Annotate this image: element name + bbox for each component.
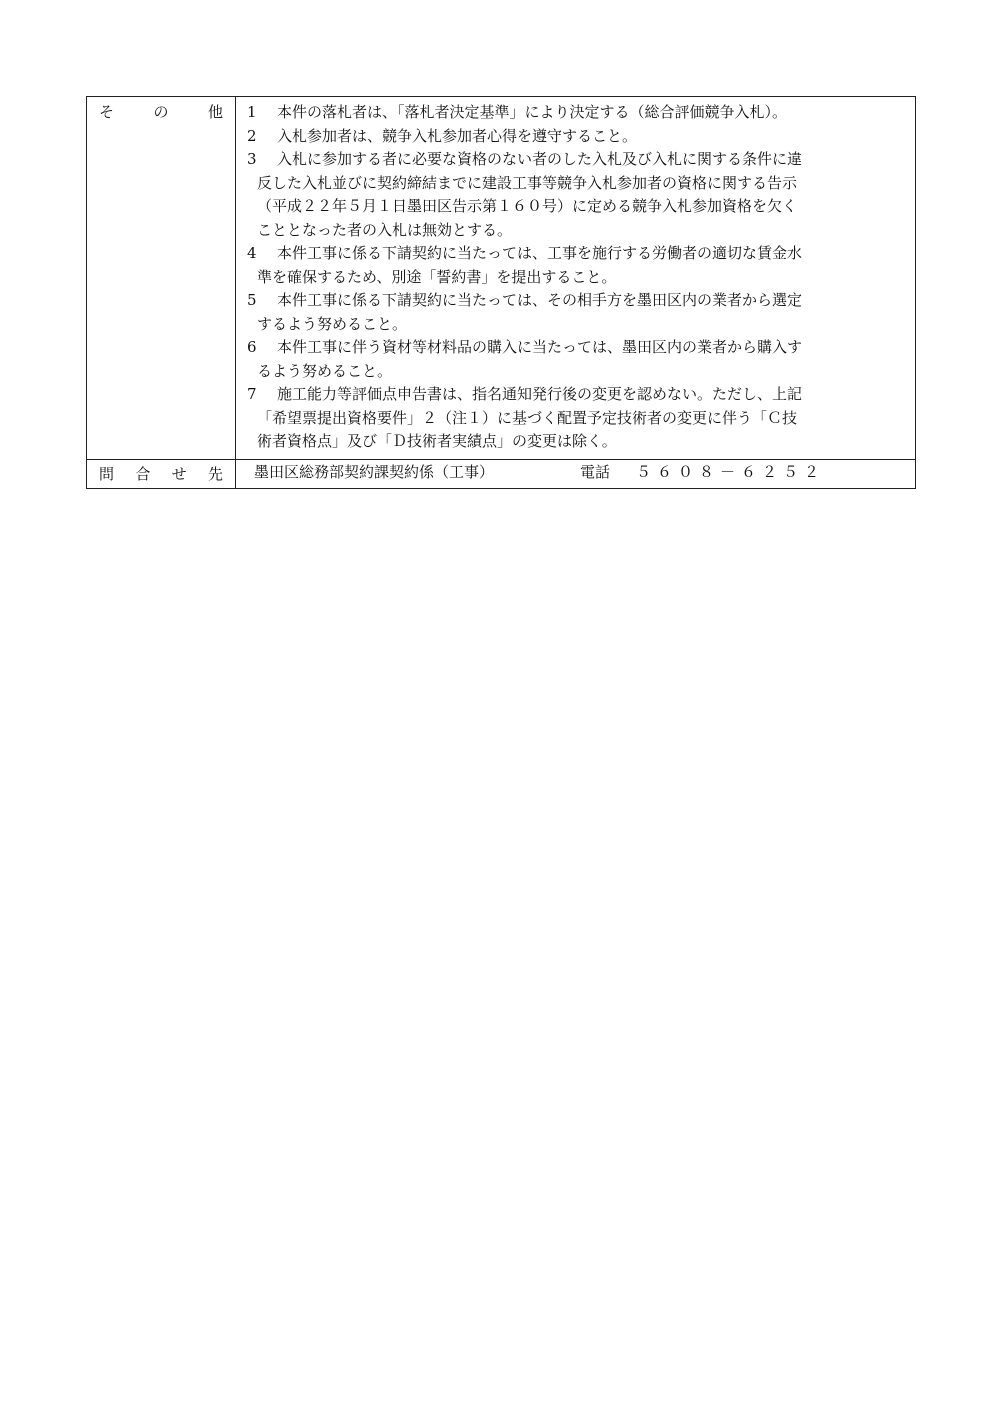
list-item	[247, 101, 905, 125]
item-number: 2	[247, 126, 257, 145]
item-line: 準を確保するため、別途「誓約書」を提出すること。	[257, 267, 617, 286]
item-number: 3	[247, 150, 257, 168]
list-item	[247, 242, 905, 289]
item-number: 7	[247, 385, 257, 403]
list-item	[247, 289, 905, 336]
item-line: 入札に参加する者に必要な資格のない者のした入札及び入札に関する条件に違	[277, 150, 803, 168]
contact-content-cell	[236, 459, 916, 488]
item-number: 1	[247, 103, 257, 121]
contact-label-char: 先	[207, 464, 223, 483]
item-line: こととなった者の入札は無効とする。	[257, 220, 513, 239]
other-label-cell	[87, 97, 236, 460]
other-label-char: 他	[207, 103, 223, 121]
item-line: 入札参加者は、競争入札参加者心得を遵守すること。	[277, 126, 638, 145]
list-item	[247, 148, 905, 242]
contact-label	[87, 460, 235, 488]
item-number: 5	[247, 291, 257, 309]
item-line: 本件工事に係る下請契約に当たっては、その相手方を墨田区内の業者から選定	[277, 291, 803, 309]
item-line: 反した入札並びに契約締結までに建設工事等競争入札参加者の資格に関する告示	[257, 173, 798, 192]
contact-row	[87, 459, 916, 488]
contact-line	[236, 460, 915, 484]
other-row	[87, 97, 916, 460]
contact-label-cell	[87, 459, 236, 488]
other-label-char: そ	[99, 103, 115, 121]
other-label	[87, 97, 235, 123]
item-line: 施工能力等評価点申告書は、指名通知発行後の変更を認めない。ただし、上記	[277, 385, 803, 403]
other-content-cell	[236, 97, 916, 460]
item-line: （平成２２年５月１日墨田区告示第１６０号）に定める競争入札参加資格を欠く	[257, 197, 798, 215]
item-text	[257, 383, 905, 454]
list-item	[247, 125, 905, 149]
item-line: 術者資格点」及び「Ｄ技術者実績点」の変更は除く。	[257, 432, 617, 450]
contact-label-char: 問	[99, 464, 115, 483]
item-line: 本件の落札者は、「落札者決定基準」により決定する（総合評価競争入札）。	[277, 103, 788, 121]
other-label-char: の	[153, 103, 169, 121]
item-text	[257, 148, 905, 242]
contact-label-char: 合	[135, 464, 151, 483]
phone-number: ５６０８－６２５２	[636, 462, 826, 481]
item-text	[277, 125, 905, 149]
item-line: 「希望票提出資格要件」２（注１）に基づく配置予定技術者の変更に伴う「Ｃ技	[257, 408, 798, 427]
item-number: 6	[247, 338, 257, 356]
item-text	[257, 242, 905, 289]
phone-label: 電話	[580, 462, 611, 481]
item-line: 本件工事に係る下請契約に当たっては、工事を施行する労働者の適切な賃金水	[277, 244, 803, 262]
item-text	[277, 101, 905, 125]
item-text	[257, 289, 905, 336]
info-table	[86, 96, 916, 489]
item-line: するよう努めること。	[257, 314, 408, 333]
list-item	[247, 336, 905, 383]
item-line: るよう努めること。	[257, 361, 393, 380]
item-number: 4	[247, 244, 257, 262]
contact-department: 墨田区総務部契約課契約係（工事）	[254, 462, 495, 481]
item-line: 本件工事に伴う資材等材料品の購入に当たっては、墨田区内の業者から購入す	[277, 338, 803, 356]
contact-label-char: せ	[171, 464, 187, 483]
item-text	[257, 336, 905, 383]
list-item	[247, 383, 905, 454]
